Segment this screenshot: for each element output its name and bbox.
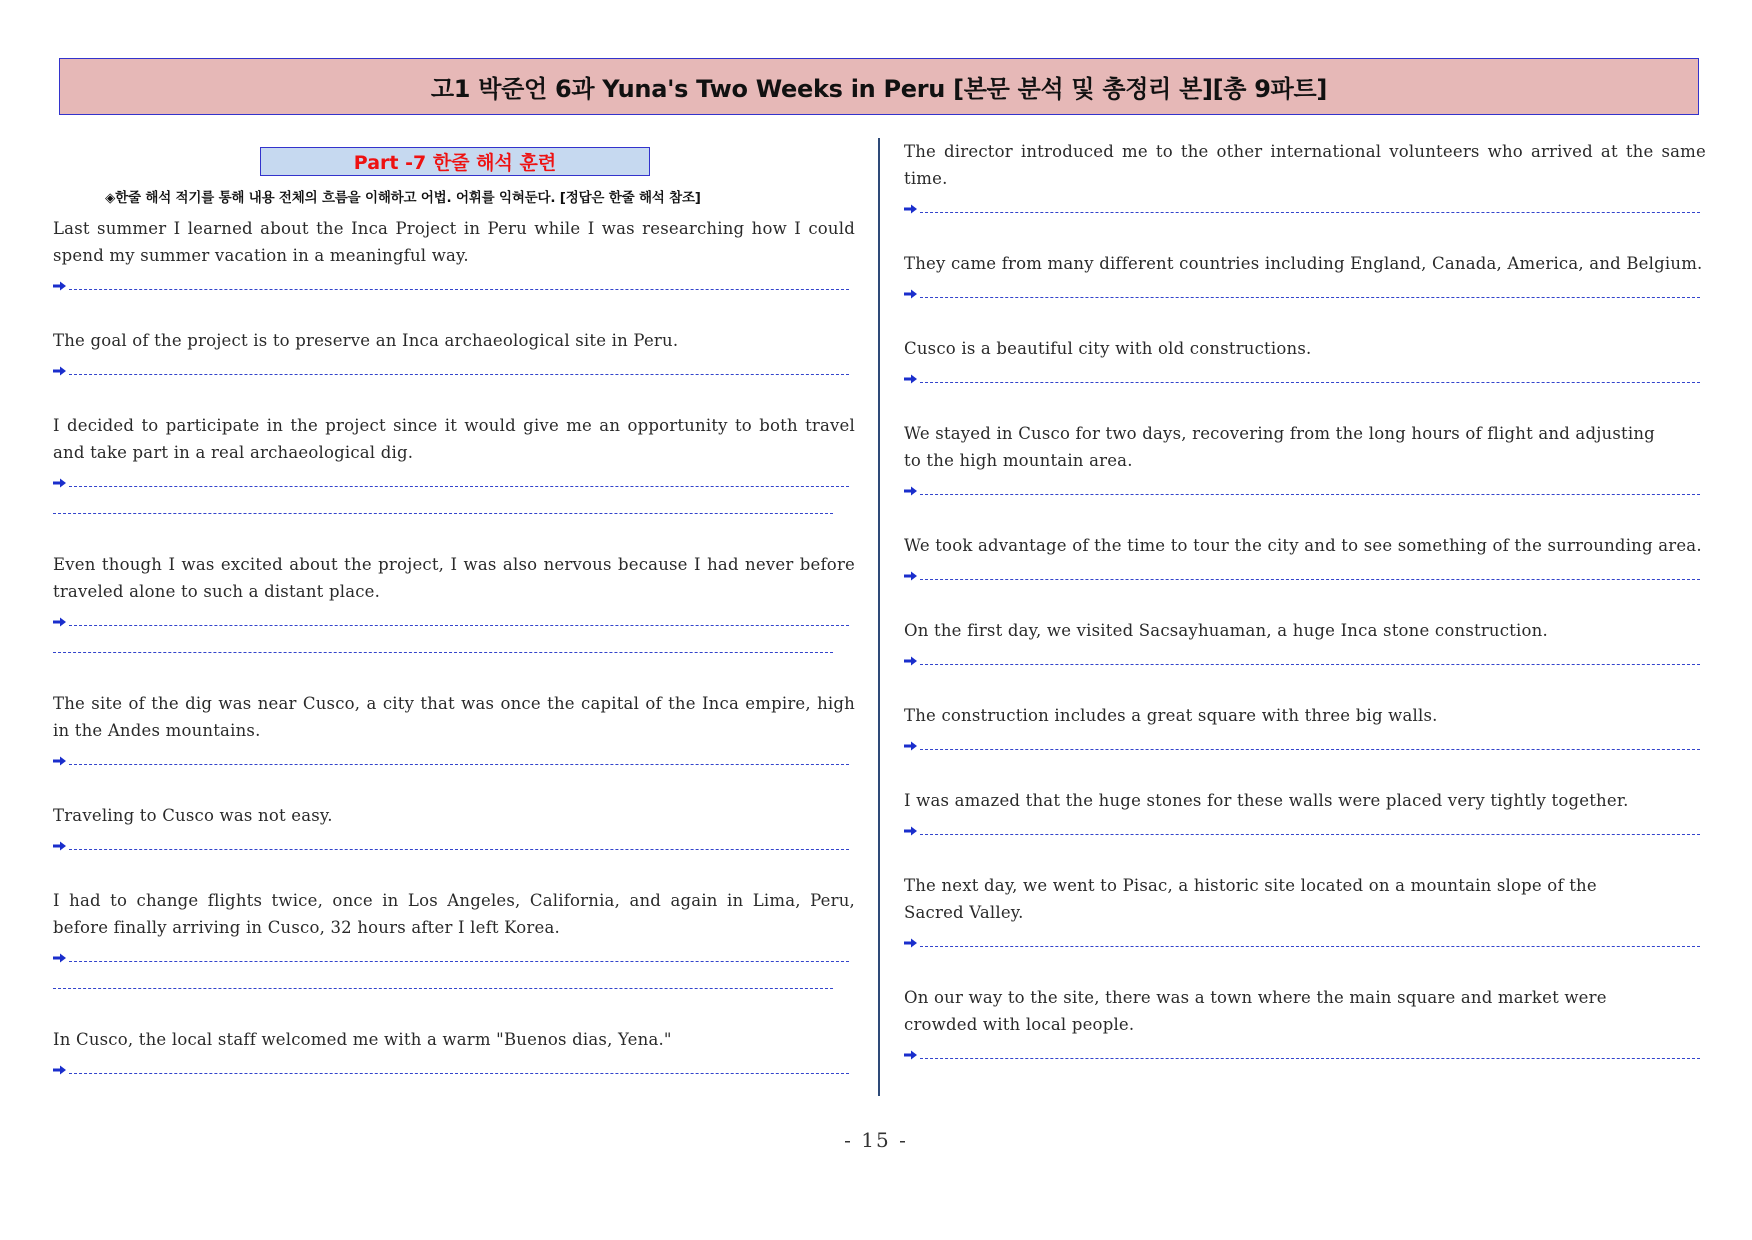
- answer-dash-line: [53, 988, 833, 989]
- answer-line[interactable]: [904, 362, 1706, 389]
- answer-line[interactable]: [904, 644, 1706, 671]
- sentence-text: In Cusco, the local staff welcomed me with a warm "Buenos dias, Yena.": [53, 1030, 672, 1049]
- sentence-text: We stayed in Cusco for two days, recovering from the long hours of flight and adjusting to the high mountain area.: [904, 424, 1655, 470]
- sentence-item: [53, 802, 855, 856]
- answer-dash-line: [69, 849, 849, 850]
- sentence-item: [904, 984, 1706, 1065]
- answer-dash-line: [69, 625, 849, 626]
- arrow-icon: [53, 1065, 66, 1075]
- page-title: 고1 박준언 6과 Yuna's Two Weeks in Peru [본문 분석 및 총정리 본][총 9파트]: [430, 75, 1328, 103]
- sentence-item: [53, 215, 855, 296]
- sentence-item: [904, 138, 1706, 219]
- answer-dash-line: [920, 749, 1700, 750]
- answer-dash-line: [920, 297, 1700, 298]
- sentence-item: [904, 335, 1706, 389]
- page-number: - 15 -: [844, 1128, 908, 1152]
- instruction-text: ◈한줄 해석 적기를 통해 내용 전체의 흐름을 이해하고 어법. 어휘를 익혀둔다. [정답은 한줄 해석 참조]: [105, 190, 701, 206]
- arrow-icon: [904, 938, 917, 948]
- answer-line[interactable]: [904, 192, 1706, 219]
- arrow-icon: [904, 741, 917, 751]
- sentence-item: [53, 887, 855, 995]
- sentence-text: We took advantage of the time to tour the city and to see something of the surrounding area.: [904, 536, 1702, 555]
- sentence-item: [904, 702, 1706, 756]
- sentence-text: Even though I was excited about the project, I was also nervous because I had never before traveled alone to such a distant place.: [53, 555, 855, 601]
- arrow-icon: [53, 366, 66, 376]
- answer-dash-line: [920, 946, 1700, 947]
- answer-line[interactable]: [53, 466, 855, 493]
- left-sentence-list: [53, 215, 855, 1080]
- page-header: [59, 58, 1699, 115]
- answer-dash-line: [69, 764, 849, 765]
- sentence-item: [904, 250, 1706, 304]
- answer-dash-line: [53, 652, 833, 653]
- left-column: [53, 138, 855, 1111]
- column-divider: [878, 138, 880, 1096]
- answer-dash-line: [69, 961, 849, 962]
- answer-dash-line: [920, 212, 1700, 213]
- arrow-icon: [53, 281, 66, 291]
- right-column: [904, 138, 1706, 1096]
- answer-line[interactable]: [904, 559, 1706, 586]
- sentence-text: The goal of the project is to preserve an Inca archaeological site in Peru.: [53, 331, 679, 350]
- answer-dash-line: [53, 513, 833, 514]
- arrow-icon: [904, 656, 917, 666]
- answer-dash-line: [920, 1058, 1700, 1059]
- sentence-item: [904, 787, 1706, 841]
- answer-dash-line: [920, 834, 1700, 835]
- sentence-item: [904, 872, 1706, 953]
- answer-line[interactable]: [904, 277, 1706, 304]
- sentence-text: The site of the dig was near Cusco, a city that was once the capital of the Inca empire, high in the Andes mountains.: [53, 694, 855, 740]
- answer-line[interactable]: [904, 1038, 1706, 1065]
- sentence-item: [904, 617, 1706, 671]
- answer-line[interactable]: [904, 926, 1706, 953]
- sentence-item: [53, 327, 855, 381]
- sentence-item: [53, 690, 855, 771]
- sentence-item: [53, 412, 855, 520]
- answer-line[interactable]: [904, 814, 1706, 841]
- arrow-icon: [53, 617, 66, 627]
- arrow-icon: [53, 478, 66, 488]
- arrow-icon: [904, 486, 917, 496]
- sentence-text: I was amazed that the huge stones for these walls were placed very tightly together.: [904, 791, 1629, 810]
- part-heading-box: [260, 147, 650, 176]
- part-label: Part -7 한줄 해석 훈련: [353, 152, 557, 174]
- arrow-icon: [904, 204, 917, 214]
- answer-dash-line: [69, 486, 849, 487]
- answer-line[interactable]: [53, 744, 855, 771]
- sentence-text: I decided to participate in the project since it would give me an opportunity to both travel and take part in a real archaeological dig.: [53, 416, 855, 462]
- sentence-item: [904, 532, 1706, 586]
- answer-line[interactable]: [53, 354, 855, 381]
- answer-dash-line: [69, 1073, 849, 1074]
- arrow-icon: [904, 374, 917, 384]
- sentence-text: Cusco is a beautiful city with old constructions.: [904, 339, 1312, 358]
- sentence-text: On our way to the site, there was a town where the main square and market were crowded with local people.: [904, 988, 1607, 1034]
- sentence-text: On the first day, we visited Sacsayhuaman, a huge Inca stone construction.: [904, 621, 1548, 640]
- answer-dash-line: [69, 374, 849, 375]
- sentence-text: The next day, we went to Pisac, a historic site located on a mountain slope of the Sacred Valley.: [904, 876, 1597, 922]
- answer-dash-line: [69, 289, 849, 290]
- answer-line[interactable]: [53, 829, 855, 856]
- arrow-icon: [904, 826, 917, 836]
- arrow-icon: [904, 289, 917, 299]
- answer-line-extra[interactable]: [53, 968, 855, 995]
- answer-line[interactable]: [904, 474, 1706, 501]
- answer-line-extra[interactable]: [53, 632, 855, 659]
- answer-dash-line: [920, 382, 1700, 383]
- answer-line[interactable]: [53, 605, 855, 632]
- sentence-text: Traveling to Cusco was not easy.: [53, 806, 333, 825]
- sentence-item: [904, 420, 1706, 501]
- arrow-icon: [53, 953, 66, 963]
- arrow-icon: [53, 756, 66, 766]
- sentence-item: [53, 1026, 855, 1080]
- sentence-text: They came from many different countries including England, Canada, America, and Belgium.: [904, 254, 1703, 273]
- answer-dash-line: [920, 579, 1700, 580]
- right-sentence-list: [904, 138, 1706, 1065]
- sentence-text: The director introduced me to the other international volunteers who arrived at the same time.: [904, 142, 1706, 188]
- answer-dash-line: [920, 664, 1700, 665]
- sentence-text: Last summer I learned about the Inca Project in Peru while I was researching how I could spend my summer vacation in a meaningful way.: [53, 219, 855, 265]
- sentence-item: [53, 551, 855, 659]
- answer-line[interactable]: [904, 729, 1706, 756]
- arrow-icon: [904, 571, 917, 581]
- answer-line-extra[interactable]: [53, 493, 855, 520]
- sentence-text: I had to change flights twice, once in Los Angeles, California, and again in Lima, Peru, before finally arriving in Cusco, 32 hours after I left Korea.: [53, 891, 855, 937]
- answer-line[interactable]: [53, 941, 855, 968]
- arrow-icon: [53, 841, 66, 851]
- sentence-text: The construction includes a great square with three big walls.: [904, 706, 1438, 725]
- answer-dash-line: [920, 494, 1700, 495]
- answer-line[interactable]: [53, 269, 855, 296]
- answer-line[interactable]: [53, 1053, 855, 1080]
- arrow-icon: [904, 1050, 917, 1060]
